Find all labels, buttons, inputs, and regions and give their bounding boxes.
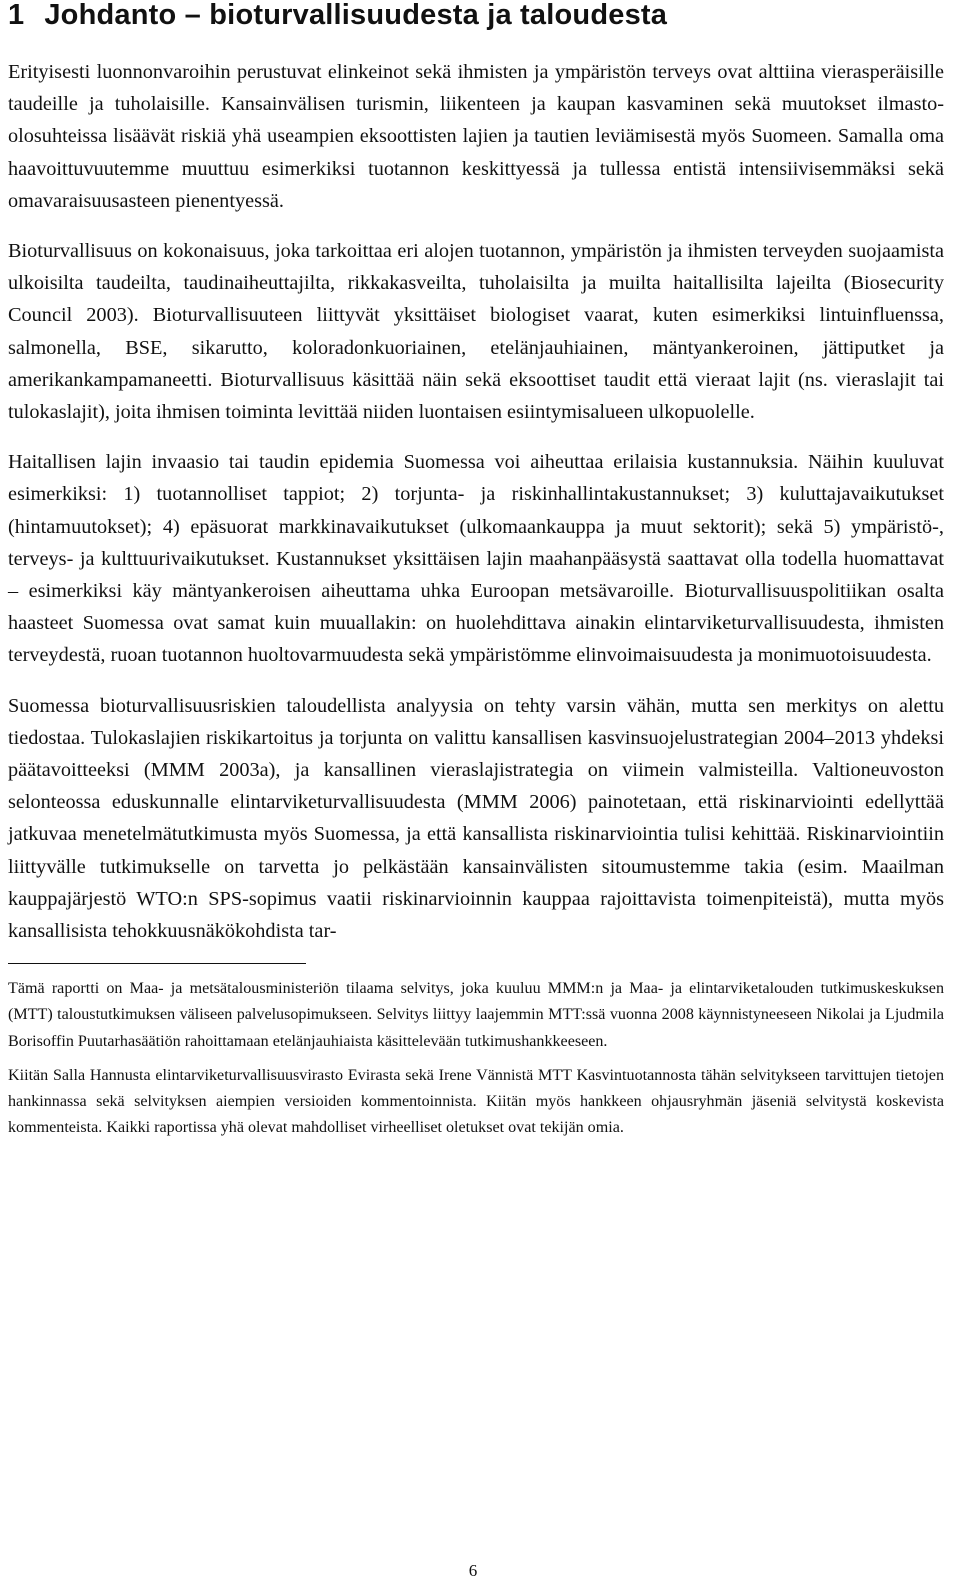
body-text [8,56,944,947]
page-number: 6 [468,1561,478,1580]
footnote: Kiitän Salla Hannusta elintarviketurvallisuusvirasto Evirasta sekä Irene Vännistä MTT Kasvintuotannosta tähän selvitykseen tarvittujen tietojen hankinnassa sekä selvityksen aiempien versioiden kommentoinnista. Kiitän myös hankkeen ohjausryhmän jäseniä selvitystä koskevista kommenteista. Kaikki raportissa yhä olevat mahdolliset virheelliset oletukset ovat tekijän omia. [8,1066,944,1137]
footnotes [8,976,944,1141]
paragraph: Haitallisen lajin invaasio tai taudin epidemia Suomessa voi aiheuttaa erilaisia kustannuksia. Näihin kuuluvat esimerkiksi: 1) tuotannolliset tappiot; 2) torjunta- ja riskinhallintakustannukset; 3) kuluttajavaikutukset (hintamuutokset); 4) epäsuorat markkinavaikutukset (ulkomaankauppa ja muut sektorit); sekä 5) ympäristö-, terveys- ja kulttuurivaikutukset. Kustannukset yksittäisen lajin maahanpääsystä saattavat olla todella huomattavat – esimerkiksi käy mäntyankeroisen aiheuttama uhka Euroopan metsävaroille. Bioturvallisuuspolitiikan osalta haasteet Suomessa ovat samat kuin muuallakin: on huolehdittava ainakin elintarviketurvallisuudesta, ihmisten terveydestä, ruoan tuotannon huoltovarmuudesta sekä ympäristömme elinvoimaisuudesta ja monimuotoisuudesta. [8,451,944,667]
section-heading [8,0,944,30]
footnote-divider [8,963,306,964]
paragraph: Erityisesti luonnonvaroihin perustuvat elinkeinot sekä ihmisten ja ympäristön terveys ovat alttiina vierasperäisille taudeille ja tuholaisille. Kansainvälisen turismin, liikenteen ja kaupan kasvaminen sekä muutokset ilmasto-olosuhteissa lisäävät riskiä yhä useampien eksoottisten lajien ja tautien leviämisestä myös Suomeen. Samalla oma haavoittuvuutemme muuttuu esimerkiksi tuotannon keskittyessä ja tullessa entistä intensiivisemmäksi sekä omavaraisuusasteen pienentyessä. [8,61,944,212]
section-number: 1 [8,0,25,31]
footnote: Tämä raportti on Maa- ja metsätalousministeriön tilaama selvitys, joka kuuluu MMM:n ja Maa- ja elintarviketalouden tutkimuskeskuksen (MTT) taloustutkimuksen väliseen palvelusopimukseen. Selvitys liittyy laajemmin MTT:ssä vuonna 2008 käynnistyneeseen Nikolai ja Ljudmila Borisoffin Puutarhasäätiön rahoittamaan etelänjauhiaista käsittelevään tutkimushankkeeseen. [8,980,944,1050]
section-title: Johdanto – bioturvallisuudesta ja taloudesta [44,0,668,31]
paragraph: Suomessa bioturvallisuusriskien taloudellista analyysia on tehty varsin vähän, mutta sen merkitys on alettu tiedostaa. Tulokaslajien riskikartoitus ja torjunta on valittu kansallisen kasvinsuojelustrategian 2004–2013 yhdeksi päätavoitteeksi (MMM 2003a), ja kansallinen vieraslajistrategia on viimein valmisteilla. Valtioneuvoston selonteossa eduskunnalle elintarviketurvallisuudesta (MMM 2006) painotetaan, että riskinarviointi edellyttää jatkuvaa menetelmätutkimusta myös Suomessa, ja että kansallista riskinarviointia tulisi kehittää. Riskinarviointiin liittyvälle tutkimukselle on tarvetta jo pelkästään kansainvälisten sitoumustemme takia (esim. Maailman kauppajärjestö WTO:n SPS-sopimus vaatii riskinarvioinnin kauppaa rajoittavista toimenpiteistä), mutta myös kansallisista tehokkuusnäkökohdista tar- [8,694,944,943]
document-page [8,0,944,1142]
paragraph: Bioturvallisuus on kokonaisuus, joka tarkoittaa eri alojen tuotannon, ympäristön ja ihmisten terveyden suojaamista ulkoisilta taudeilta, taudinaiheuttajilta, rikkakasveilta, tuholaisilta ja muilta haitallisilta lajeilta (Biosecurity Council 2003). Bioturvallisuuteen liittyvät yksittäiset biologiset vaarat, kuten esimerkiksi lintuinfluenssa, salmonella, BSE, sikarutto, koloradonkuoriainen, etelänjauhiainen, mäntyankeroinen, jättiputket ja amerikankampamaneetti. Bioturvallisuus käsittää näin sekä eksoottiset taudit että vieraat lajit (ns. vieraslajit tai tulokaslajit), joita ihmisen toiminta levittää niiden luontaisen esiintymisalueen ulkopuolelle. [8,240,944,424]
